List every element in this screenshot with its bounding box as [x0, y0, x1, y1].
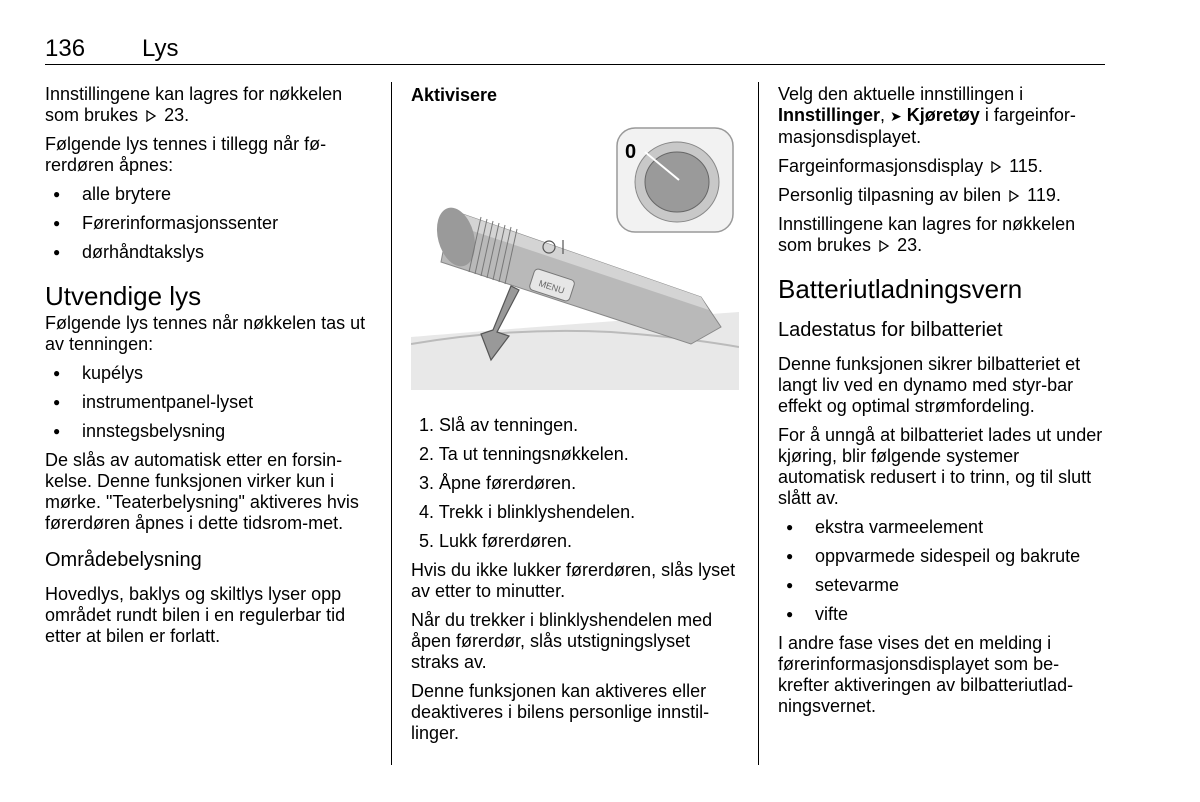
- paragraph: [778, 156, 1110, 177]
- page-reference-icon: [990, 161, 1002, 173]
- step-item: 5. Lukk førerdøren.: [419, 531, 573, 551]
- menu-path-innstillinger: Innstillinger: [778, 105, 881, 125]
- bullet-list: [45, 184, 377, 263]
- paragraph: I andre fase vises det en melding i førerinformasjonsdisplayet som be-krefter aktiveringen av bilbatteriutlad-ningsvernet.: [778, 633, 1074, 716]
- list-item: ● dørhåndtakslys: [45, 242, 377, 263]
- list-item: ● alle brytere: [45, 184, 377, 205]
- menu-arrow-icon: ➤: [890, 108, 902, 124]
- heading-utvendige-lys: Utvendige lys: [45, 281, 202, 311]
- column-divider: [391, 82, 392, 765]
- paragraph-text: Fargeinformasjonsdisplay: [778, 156, 984, 176]
- paragraph: Velg den aktuelle innstillingen i Innstillinger, ➤ Kjøretøy i fargeinfor-masjonsdisplayet.: [778, 84, 1076, 147]
- paragraph: [45, 84, 377, 126]
- list-item: ● kupélys: [45, 363, 377, 384]
- heading-ladestatus: Ladestatus for bilbatteriet: [778, 319, 1003, 341]
- page-header: [45, 36, 1105, 62]
- list-item: ● Førerinformasjonssenter: [45, 213, 377, 234]
- switch-position-label: 0: [625, 141, 637, 163]
- step-item: 2. Ta ut tenningsnøkkelen.: [419, 444, 629, 464]
- turn-signal-lever-illustration: [411, 122, 739, 390]
- paragraph: For å unngå at bilbatteriet lades ut under kjøring, blir følgende systemer automatisk redusert i to trinn, og til slutt slått av.: [778, 425, 1103, 508]
- paragraph: Hvis du ikke lukker førerdøren, slås lyset av etter to minutter.: [411, 560, 736, 601]
- page-reference-icon: [878, 240, 890, 252]
- step-item: 4. Trekk i blinklyshendelen.: [419, 502, 636, 522]
- list-item: ● innstegsbelysning: [45, 421, 377, 442]
- page-number: 136: [45, 35, 86, 62]
- page-reference[interactable]: 23.: [897, 235, 923, 255]
- step-item: 3. Åpne førerdøren.: [419, 473, 577, 493]
- column-3: [778, 84, 1110, 725]
- step-list: [411, 415, 743, 552]
- paragraph: Når du trekker i blinklyshendelen med åpen førerdør, slås utstigningslyset straks av.: [411, 610, 713, 672]
- list-item: ● oppvarmede sidespeil og bakrute: [778, 546, 1110, 567]
- step-item: 1. Slå av tenningen.: [419, 415, 579, 435]
- header-rule: [45, 64, 1105, 65]
- list-item: ● instrumentpanel-lyset: [45, 392, 377, 413]
- bullet-list: [45, 363, 377, 442]
- paragraph: [778, 185, 1110, 206]
- column-divider: [758, 82, 759, 765]
- paragraph-text: Velg den aktuelle innstillingen i: [778, 84, 1024, 104]
- section-title: Lys: [142, 35, 179, 62]
- paragraph-text: Innstillingene kan lagres for nøkkelen som brukes: [45, 84, 343, 125]
- heading-omradebelysning: Områdebelysning: [45, 549, 202, 571]
- page-reference-icon: [145, 110, 157, 122]
- list-item: ● setevarme: [778, 575, 1110, 596]
- paragraph: Denne funksjonen kan aktiveres eller deaktiveres i bilens personlige innstil-linger.: [411, 681, 710, 743]
- paragraph: Denne funksjonen sikrer bilbatteriet et langt liv ved en dynamo med styr-bar effekt og optimal strømfordeling.: [778, 354, 1081, 416]
- page-reference[interactable]: 119.: [1027, 185, 1061, 205]
- paragraph-text: Innstillingene kan lagres for nøkkelen som brukes: [778, 214, 1076, 255]
- paragraph: Hovedlys, baklys og skiltlys lyser opp området rundt bilen i en regulerbar tid etter at bilen er forlatt.: [45, 584, 346, 646]
- heading-batteriutladningsvern: Batteriutladningsvern: [778, 274, 1023, 304]
- column-2: [411, 84, 743, 752]
- page-reference[interactable]: 23.: [164, 105, 190, 125]
- paragraph: De slås av automatisk etter en forsin-kelse. Denne funksjonen virker kun i mørke. "Teaterbelysning" aktiveres hvis førerdøren åpnes i dette tidsrom-met.: [45, 450, 359, 533]
- paragraph-text: Personlig tilpasning av bilen: [778, 185, 1002, 205]
- page-reference[interactable]: 115.: [1009, 156, 1043, 176]
- page-reference-icon: [1008, 190, 1020, 202]
- menu-path-kjoretoy: Kjøretøy: [906, 105, 980, 125]
- list-item: ● ekstra varmeelement: [778, 517, 1110, 538]
- menu-button-label: MENU: [537, 278, 566, 296]
- paragraph: Følgende lys tennes når nøkkelen tas ut av tenningen:: [45, 313, 366, 354]
- heading-aktivisere: Aktivisere: [411, 85, 498, 105]
- list-item: ● vifte: [778, 604, 1110, 625]
- paragraph-text: i fargeinfor-masjonsdisplayet.: [778, 105, 1076, 147]
- column-1: [45, 84, 377, 655]
- paragraph: [778, 214, 1110, 256]
- paragraph: Følgende lys tennes i tillegg når fø-rerdøren åpnes:: [45, 134, 327, 175]
- bullet-list: [778, 517, 1110, 625]
